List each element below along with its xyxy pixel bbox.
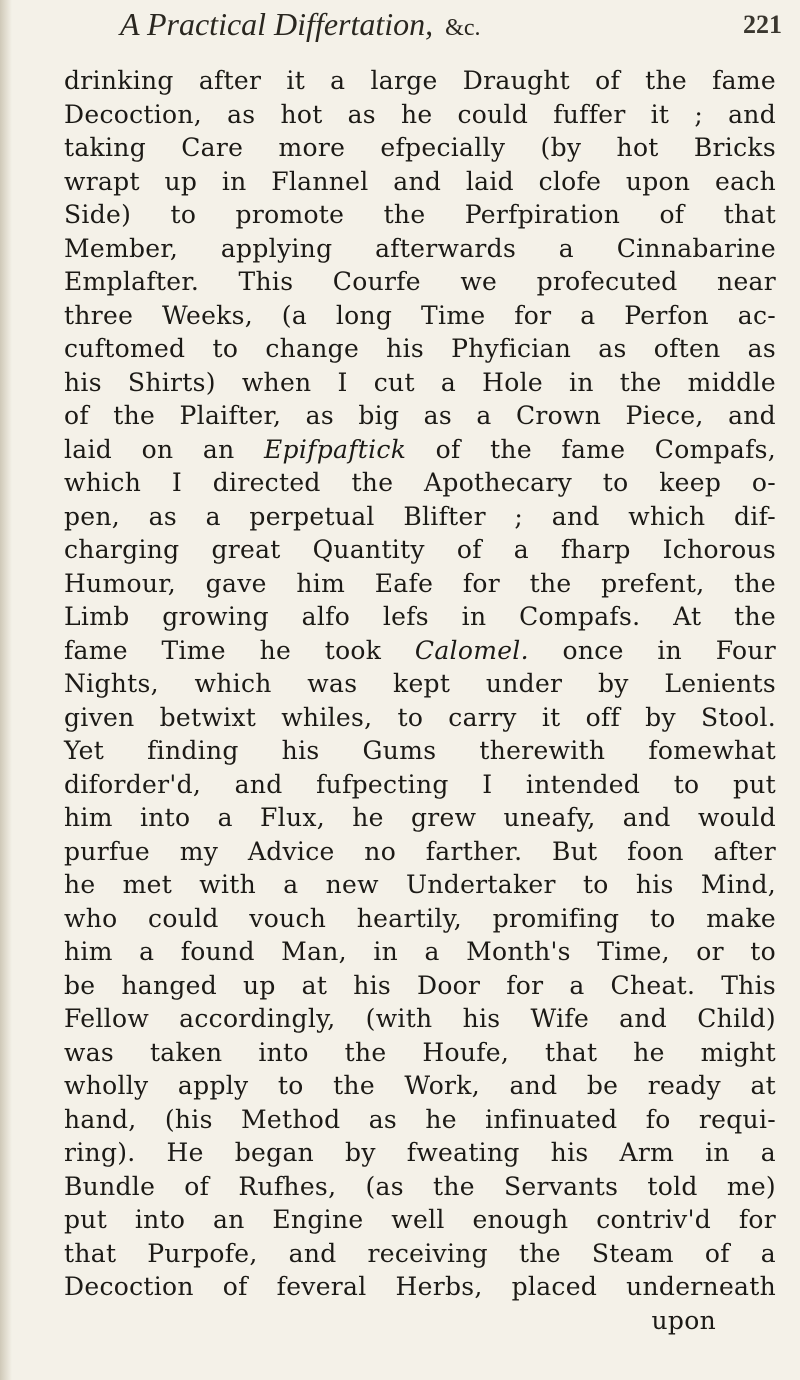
- text-line: Side) to promote the Perfpiration of that: [64, 200, 776, 229]
- italic-term: Calomel.: [414, 635, 529, 665]
- text-line: given betwixt whiles, to carry it off by Stool.: [64, 702, 776, 732]
- text-line: wrapt up in Flannel and laid clofe upon each: [64, 166, 776, 196]
- text-line: Emplafter. This Courfe we profecuted near: [64, 267, 776, 296]
- text-segment: fame Time he took: [64, 635, 382, 665]
- text-line: Bundle of Rufhes, (as the Servants told me): [64, 1171, 776, 1201]
- text-line: Decoction of feveral Herbs, placed underneath: [64, 1272, 776, 1301]
- text-line: hand, (his Method as he infinuated fo requi-: [64, 1104, 776, 1134]
- page-gutter-shadow: [0, 0, 12, 1380]
- text-line: pen, as a perpetual Blifter ; and which dif-: [64, 501, 776, 531]
- text-line: his Shirts) when I cut a Hole in the middle: [64, 367, 776, 397]
- text-line: three Weeks, (a long Time for a Perfon ac-: [64, 300, 776, 330]
- text-line: ring). He began by fweating his Arm in a: [64, 1138, 776, 1167]
- text-line: diforder'd, and fufpecting I intended to put: [64, 769, 776, 799]
- italic-term: Epifpaftick: [264, 434, 407, 464]
- text-line: him into a Flux, he grew uneafy, and would: [64, 803, 776, 832]
- text-line: put into an Engine well enough contriv'd for: [64, 1205, 776, 1234]
- text-line: Decoction, as hot as he could fuffer it ; and: [64, 99, 776, 129]
- text-line: that Purpofe, and receiving the Steam of a: [64, 1238, 776, 1268]
- text-line: be hanged up at his Door for a Cheat. This: [64, 970, 776, 1000]
- text-segment: of the fame Compafs,: [435, 434, 777, 464]
- text-line: purfue my Advice no farther. But foon after: [64, 836, 776, 866]
- text-line: cuftomed to change his Phyfician as often as: [64, 334, 776, 363]
- text-line: [64, 634, 776, 668]
- body-text: [64, 64, 776, 1337]
- text-line: Limb growing alfo lefs in Compafs. At the: [64, 602, 776, 631]
- text-line: who could vouch heartily, promifing to make: [64, 903, 776, 933]
- text-line: Fellow accordingly, (with his Wife and Child): [64, 1004, 776, 1033]
- text-line: Nights, which was kept under by Lenients: [64, 669, 776, 698]
- running-title: A Practical Differtation,: [120, 6, 434, 42]
- text-line: which I directed the Apothecary to keep o-: [64, 468, 776, 497]
- text-line: drinking after it a large Draught of the fame: [64, 66, 776, 95]
- catchword: upon: [651, 1305, 716, 1335]
- text-line: [64, 433, 776, 467]
- text-line: him a found Man, in a Month's Time, or to: [64, 937, 776, 966]
- text-line: wholly apply to the Work, and be ready at: [64, 1071, 776, 1100]
- text-line: Member, applying afterwards a Cinnabarine: [64, 233, 776, 263]
- text-line: he met with a new Undertaker to his Mind,: [64, 870, 776, 899]
- running-head: [120, 6, 600, 43]
- text-line: was taken into the Houfe, that he might: [64, 1037, 776, 1067]
- text-segment: once in Four: [562, 635, 777, 665]
- text-line: of the Plaifter, as big as a Crown Piece, and: [64, 401, 776, 430]
- text-line: Yet finding his Gums therewith fomewhat: [64, 736, 776, 765]
- page-number: 221: [743, 10, 782, 39]
- text-line: charging great Quantity of a fharp Ichorous: [64, 535, 776, 564]
- text-line: taking Care more efpecially (by hot Bricks: [64, 133, 776, 162]
- text-segment: laid on an: [64, 434, 235, 464]
- text-line: Humour, gave him Eafe for the prefent, the: [64, 568, 776, 598]
- running-title-suffix: &c.: [445, 15, 481, 41]
